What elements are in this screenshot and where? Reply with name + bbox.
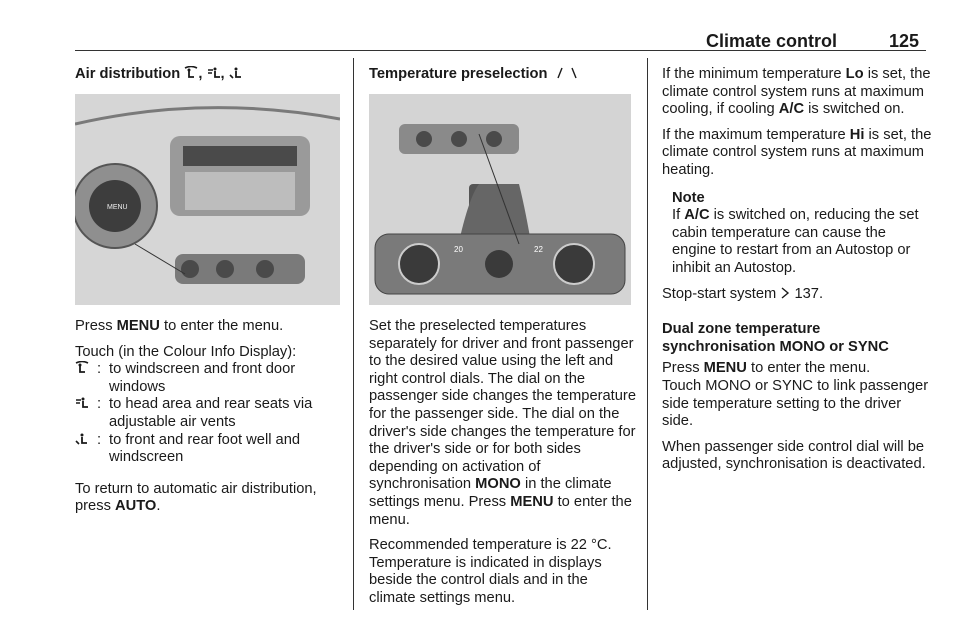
separator: : [97,396,102,413]
page-reference-icon [780,287,790,299]
maximum-temperature-text [662,127,932,180]
footwell-vent-icon [229,66,243,80]
text: If the minimum temperature [662,66,842,82]
svg-text:MENU: MENU [107,204,128,211]
column-divider-right [647,58,648,610]
head-vent-icon [207,66,221,80]
separator: : [97,431,102,448]
page-header [0,0,960,51]
heading-text: Air distribution [75,66,181,82]
text: is switched on, reducing the set cabin temperature can cause the engine to restart from an Autostop or inhibit an Autostop. [672,207,919,276]
footwell-vent-icon [75,432,97,467]
page-number: 125 [889,31,920,51]
column-2 [369,66,637,84]
auto-keyword: AUTO [115,498,157,515]
head-vent-icon [75,396,97,431]
column-2-body [369,318,637,608]
temperature-preselection-photo [369,94,631,305]
air-distribution-list [75,361,343,467]
air-distribution-photo [75,94,340,305]
list-item [75,361,343,396]
console-illustration [369,94,631,305]
list-item [75,396,343,431]
lo-keyword: Lo [845,66,864,82]
text: Press [662,360,700,377]
menu-keyword: MENU [703,360,747,377]
text: To return to automatic air distribution, press [75,480,317,515]
text: Press [75,318,113,334]
dual-zone-touch-text: Touch MONO or SYNC to link passenger side temperature setting to the driver side. [662,377,929,430]
list-item [75,432,343,467]
header-rule [75,50,926,51]
text: 137. [794,285,824,302]
text: Stop-start system [662,285,777,302]
touch-text: Touch (in the Colour Info Display): [75,343,297,360]
menu-keyword: MENU [510,493,554,510]
svg-text:20: 20 [454,245,463,254]
recommended-temperature-text: Recommended temperature is 22 °C. Temperature is indicated in displays beside the control dials and in the climate settings menu. [369,537,612,606]
ac-keyword: A/C [684,207,710,224]
note-text [672,207,932,277]
menu-keyword: MENU [116,318,160,334]
text: to enter the menu. [750,360,871,377]
text: is switched on. [808,101,905,118]
windscreen-vent-icon [75,361,97,396]
dual-zone-deactivate-text: When passenger side control dial will be adjusted, synchronisation is deactivated. [662,438,926,473]
note-block [672,190,932,278]
svg-text:22: 22 [534,245,543,254]
hi-keyword: Hi [849,126,865,143]
minimum-temperature-text [662,66,932,119]
separator: : [97,361,102,378]
auto-text [75,481,343,516]
text: is set, the climate control system runs at maximum cooling, if cooling [662,66,931,118]
definition-text: to windscreen and front door windows [109,361,296,395]
heading-sep: , [198,66,203,82]
mono-keyword: MONO [475,476,521,493]
note-title: Note [672,189,705,206]
text: to enter the menu. [163,318,284,334]
ac-keyword: A/C [778,101,805,118]
column-1-body [75,318,343,516]
air-distribution-heading [75,66,343,84]
text: is set, the climate control system runs at maximum heating. [662,126,932,178]
section-title: Climate control [706,31,838,51]
definition-text: to head area and rear seats via adjustable air vents [109,396,313,430]
dashboard-illustration [75,94,340,305]
dual-zone-heading: Dual zone temperature synchronisation MONO or SYNC [662,321,889,355]
preselection-paragraph [369,318,637,529]
column-divider-left [353,58,354,610]
definition-text: to front and rear foot well and windscreen [109,431,301,466]
column-1 [75,66,343,84]
temperature-preselection-heading [369,66,637,84]
text: If the maximum temperature [662,126,846,143]
column-3 [662,66,932,474]
text: Set the preselected temperatures separately for driver and front passenger to the desired value using the left and right control dials. The dial on the passenger side changes the temperature for the passenger side. The dial on the driver's side changes the temperature for the driver's side or for both sides depending on activation of synchronisation [369,318,636,493]
text: to enter the menu. [369,493,632,528]
text: in the climate settings menu. Press [369,476,612,510]
dual-zone-press-menu [662,360,932,378]
text: If [672,207,681,224]
temperature-dial-icon [552,66,580,80]
windscreen-vent-icon [184,66,198,80]
heading-text: Temperature preselection [369,66,548,82]
stop-start-reference [662,286,932,304]
press-menu-text [75,318,343,336]
text: . [156,498,161,515]
heading-sep: , [220,66,225,82]
